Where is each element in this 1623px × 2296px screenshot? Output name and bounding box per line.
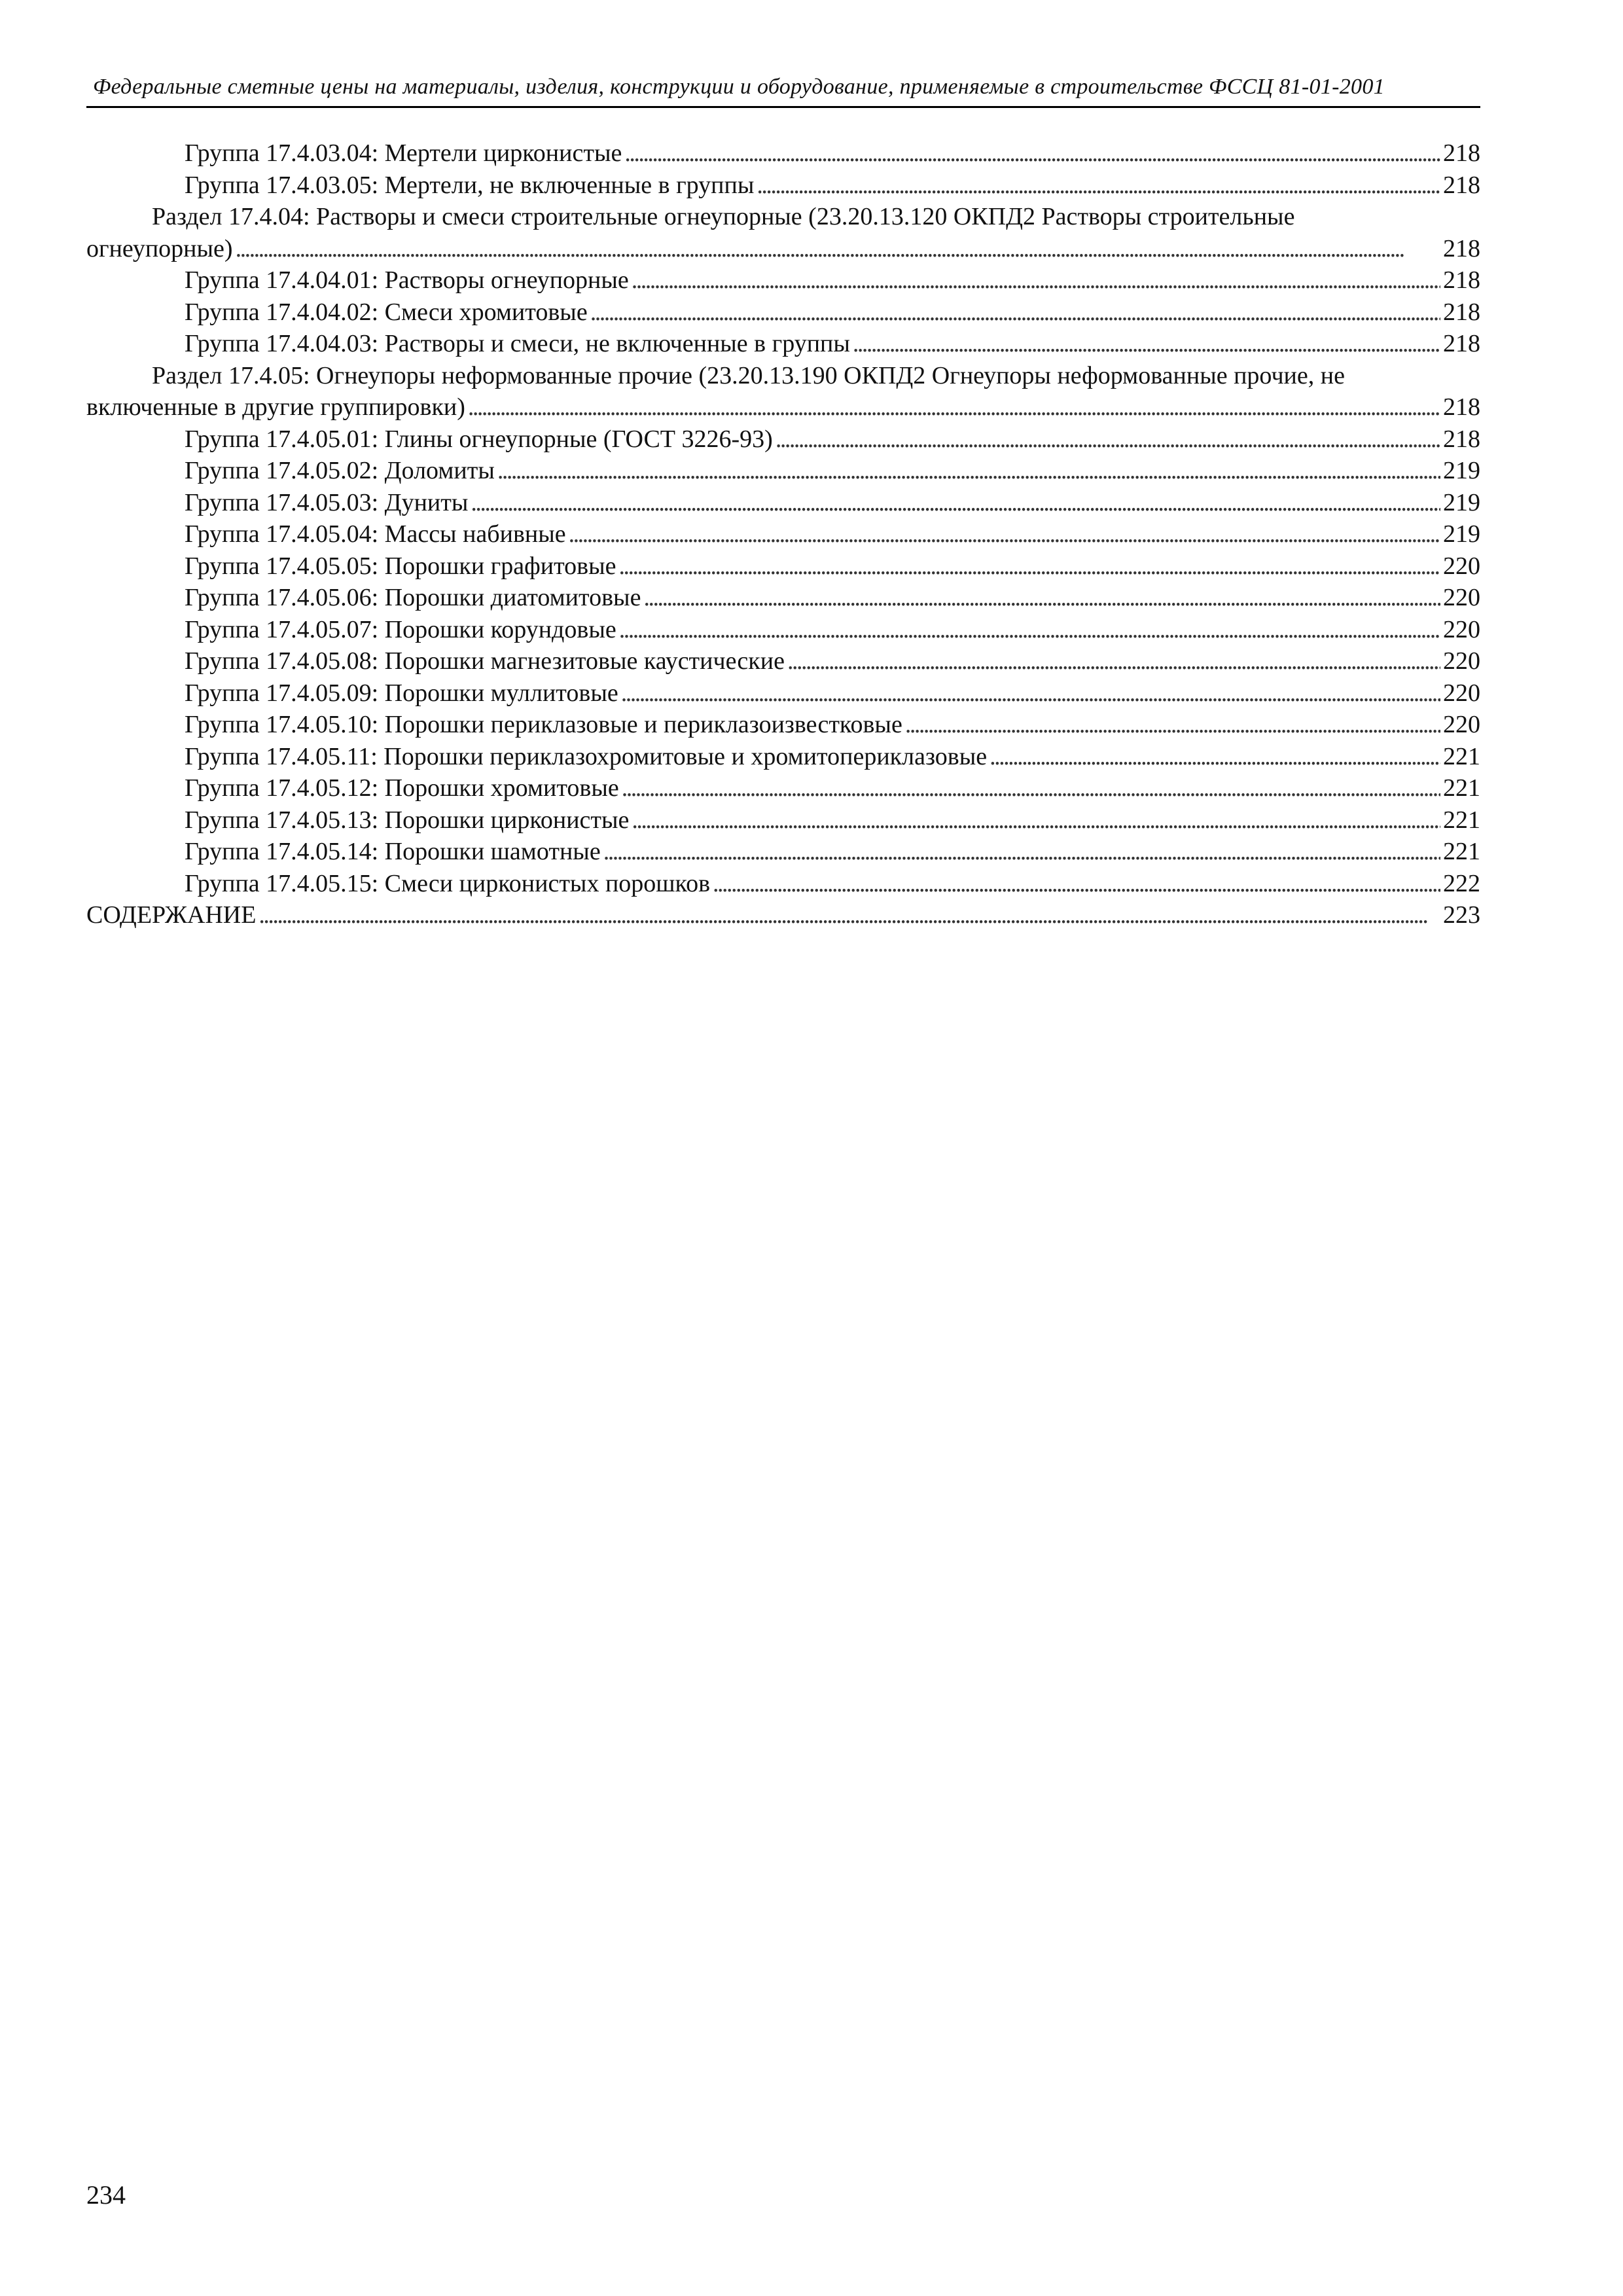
toc-leader-dots [632, 264, 1440, 296]
toc-entry[interactable] [86, 709, 1480, 741]
toc-entry[interactable] [86, 296, 1480, 329]
toc-entry-page: 218 [1443, 139, 1480, 167]
toc-entry-page: 221 [1443, 742, 1480, 770]
toc-entry[interactable] [86, 137, 1480, 170]
toc-entry-page: 218 [1443, 298, 1480, 326]
toc-entry-page: 221 [1443, 806, 1480, 834]
toc-entry-label: Раздел 17.4.05: Огнеупоры неформованные прочие (23.20.13.190 ОКПД2 Огнеупоры неформованные прочие, не [152, 361, 1345, 389]
toc-entry-page: 222 [1443, 869, 1480, 897]
toc-entry-label: Группа 17.4.05.01: Глины огнеупорные (ГОСТ 3226-93) [185, 425, 773, 453]
toc-entry-page: 219 [1443, 488, 1480, 516]
toc-entry-page: 221 [1443, 774, 1480, 802]
toc-entry[interactable] [86, 836, 1480, 868]
toc-entry-label: Группа 17.4.03.04: Мертели цирконистые [185, 139, 622, 167]
toc-entry-page: 218 [1443, 425, 1480, 453]
toc-leader-dots [590, 296, 1440, 329]
toc-leader-dots [619, 550, 1440, 583]
toc-leader-dots [621, 677, 1440, 709]
toc-entry-label: Группа 17.4.04.01: Растворы огнеупорные [185, 266, 629, 294]
toc-leader-dots [776, 423, 1440, 456]
toc-entry[interactable] [86, 645, 1480, 677]
toc-entry-page: 218 [1443, 266, 1480, 294]
toc-entry-page: 220 [1443, 552, 1480, 580]
running-header [86, 73, 1480, 108]
toc-leader-dots [632, 804, 1440, 836]
toc-entry-page: 219 [1443, 457, 1480, 484]
toc-entry[interactable] [86, 582, 1480, 614]
toc-entry[interactable] [86, 518, 1480, 550]
toc-entry-label: Группа 17.4.05.07: Порошки корундовые [185, 615, 616, 643]
toc-entry[interactable] [86, 741, 1480, 773]
toc-entry-page: 220 [1443, 647, 1480, 675]
toc-entry-page: 218 [1443, 171, 1480, 199]
toc-entry-page: 220 [1443, 679, 1480, 707]
toc-entry-page: 218 [1443, 330, 1480, 357]
toc-section-entry[interactable] [86, 360, 1480, 423]
toc-entry-label: Группа 17.4.05.09: Порошки муллитовые [185, 679, 618, 707]
toc-leader-dots [471, 487, 1440, 519]
toc-entry-page: 218 [1443, 393, 1480, 421]
toc-leader-dots [622, 772, 1440, 804]
toc-entry-label: Группа 17.4.05.02: Доломиты [185, 457, 495, 484]
toc-leader-dots [259, 899, 1440, 931]
toc-leader-dots [497, 455, 1440, 487]
toc-entry-label: Группа 17.4.05.03: Дуниты [185, 488, 469, 516]
toc-entry-label: СОДЕРЖАНИЕ [86, 901, 257, 929]
toc-entry-label: Группа 17.4.05.11: Порошки периклазохромитовые и хромитопериклазовые [185, 742, 988, 770]
toc-entry-label: Группа 17.4.05.14: Порошки шамотные [185, 838, 601, 865]
toc-entry[interactable] [86, 170, 1480, 202]
toc-entry-label: Группа 17.4.05.04: Массы набивные [185, 520, 566, 548]
toc-leader-dots [624, 137, 1440, 170]
toc-entry[interactable] [86, 423, 1480, 456]
toc-entry-label: Группа 17.4.05.05: Порошки графитовые [185, 552, 616, 580]
toc-entry-label: Группа 17.4.05.10: Порошки периклазовые и периклазоизвестковые [185, 711, 902, 738]
toc-leader-dots [468, 391, 1440, 423]
toc-entry-label: Группа 17.4.05.13: Порошки цирконистые [185, 806, 630, 834]
toc-leader-dots [990, 741, 1440, 773]
toc-leader-dots [619, 614, 1440, 646]
page-number: 234 [86, 2180, 126, 2210]
toc-entry-page: 220 [1443, 711, 1480, 738]
toc-entry-page: 220 [1443, 584, 1480, 611]
toc-chapter-entry[interactable] [86, 899, 1480, 931]
toc-entry-page: 219 [1443, 520, 1480, 548]
toc-entry-label-continued: включенные в другие группировки) [86, 393, 465, 421]
toc-entry-label: Группа 17.4.05.12: Порошки хромитовые [185, 774, 619, 802]
table-of-contents [86, 137, 1480, 931]
toc-leader-dots [236, 233, 1440, 265]
toc-entry-label: Группа 17.4.05.08: Порошки магнезитовые каустические [185, 647, 785, 675]
toc-entry-label: Группа 17.4.05.15: Смеси цирконистых порошков [185, 869, 711, 897]
header-title: Федеральные сметные цены на материалы, изделия, конструкции и оборудование, применяемые в строительстве ФССЦ 81-01-2001 [93, 75, 1385, 99]
toc-section-entry[interactable] [86, 201, 1480, 264]
toc-entry[interactable] [86, 487, 1480, 519]
toc-entry-label: Раздел 17.4.04: Растворы и смеси строительные огнеупорные (23.20.13.120 ОКПД2 Растворы строительные [152, 203, 1295, 230]
toc-entry-page: 223 [1443, 901, 1480, 929]
toc-entry[interactable] [86, 772, 1480, 804]
toc-entry[interactable] [86, 455, 1480, 487]
toc-leader-dots [853, 328, 1440, 360]
toc-entry[interactable] [86, 614, 1480, 646]
toc-entry[interactable] [86, 328, 1480, 360]
toc-entry-page: 220 [1443, 615, 1480, 643]
toc-leader-dots [713, 868, 1440, 900]
toc-entry-label: Группа 17.4.03.05: Мертели, не включенные в группы [185, 171, 755, 199]
toc-entry[interactable] [86, 677, 1480, 709]
toc-leader-dots [905, 709, 1440, 741]
toc-entry-label-continued: огнеупорные) [86, 234, 233, 262]
toc-entry-page: 221 [1443, 838, 1480, 865]
toc-leader-dots [569, 518, 1440, 550]
toc-leader-dots [603, 836, 1440, 868]
toc-entry-label: Группа 17.4.04.02: Смеси хромитовые [185, 298, 588, 326]
toc-entry[interactable] [86, 550, 1480, 583]
toc-leader-dots [787, 645, 1440, 677]
toc-leader-dots [757, 170, 1440, 202]
toc-entry[interactable] [86, 868, 1480, 900]
toc-entry-label: Группа 17.4.05.06: Порошки диатомитовые [185, 584, 641, 611]
toc-entry[interactable] [86, 804, 1480, 836]
toc-entry[interactable] [86, 264, 1480, 296]
toc-entry-page: 218 [1443, 234, 1480, 262]
toc-leader-dots [643, 582, 1440, 614]
toc-entry-label: Группа 17.4.04.03: Растворы и смеси, не включенные в группы [185, 330, 850, 357]
